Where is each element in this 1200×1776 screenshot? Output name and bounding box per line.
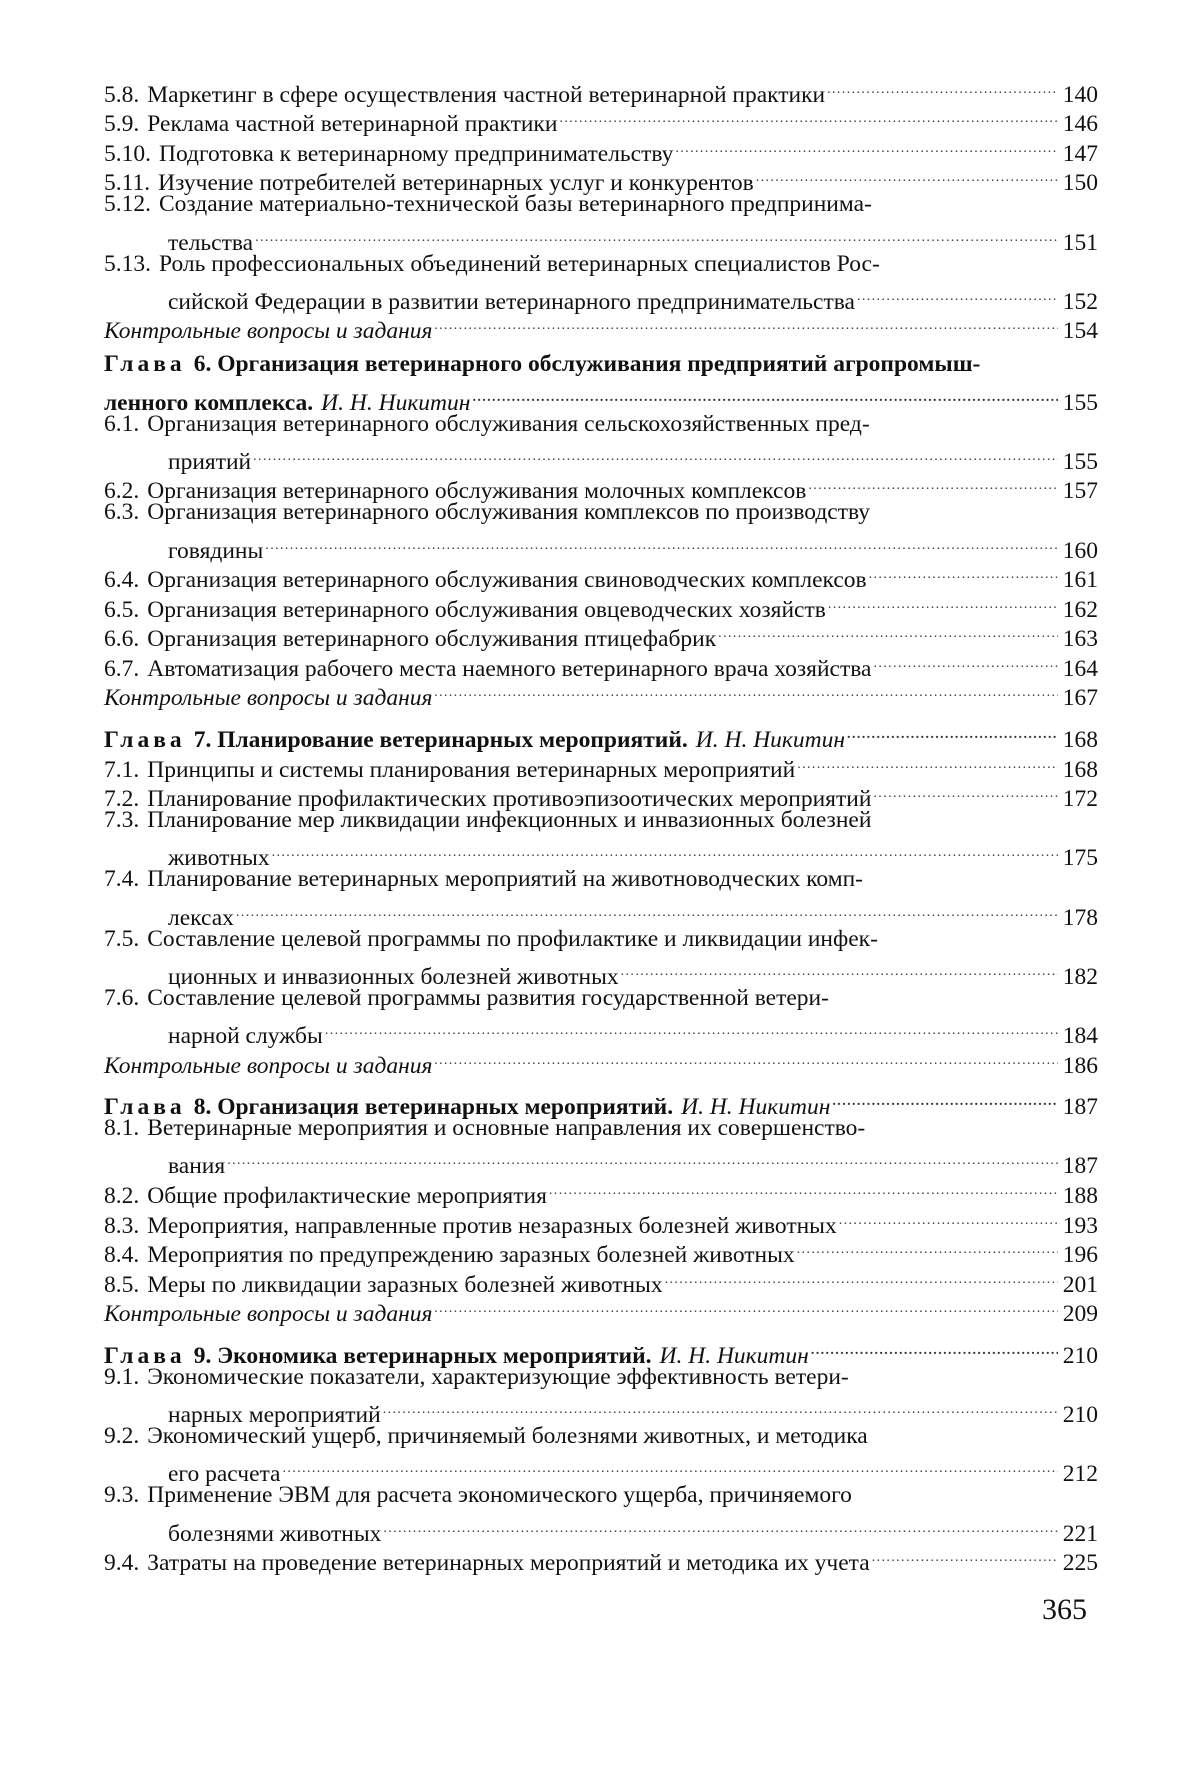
toc-entry-line [104, 439, 1098, 475]
toc-page-number[interactable]: 172 [1062, 786, 1098, 813]
leader-dots [832, 1085, 1058, 1115]
toc-entry-number: 5.12. [104, 191, 151, 218]
toc-page-number[interactable]: 157 [1062, 478, 1098, 505]
leader-dots [872, 1541, 1058, 1571]
toc-entry-title[interactable]: Организация ветеринарного обслуживания комплексов по производству [147, 499, 871, 526]
toc-entry-title[interactable]: нарной службы [168, 1023, 323, 1049]
toc-entry-line [104, 646, 1098, 682]
toc-chapter-line [104, 380, 1098, 416]
leader-dots [839, 1203, 1058, 1233]
toc-entry-title[interactable]: болезнями животных [168, 1520, 382, 1547]
toc-page-number[interactable]: 151 [1062, 229, 1098, 256]
toc-entry-title[interactable]: говядины [168, 537, 264, 564]
toc-page-number[interactable]: 186 [1062, 1052, 1098, 1079]
toc-entry-title[interactable]: Экономические показатели, характеризующие эффективность ветери- [147, 1363, 849, 1390]
toc-entry-number: 9.3. [104, 1482, 140, 1509]
toc-page-number[interactable]: 140 [1062, 81, 1098, 108]
toc-entry-number: 6.7. [104, 655, 140, 682]
toc-page-number[interactable]: 150 [1062, 170, 1098, 197]
toc-page-number[interactable]: 196 [1062, 1242, 1098, 1269]
chapter-label: Глава [104, 1094, 186, 1121]
toc-page-number[interactable]: 225 [1062, 1550, 1098, 1577]
toc-entry-line [104, 1114, 1098, 1144]
toc-entry-number: 5.10. [104, 140, 151, 167]
toc-entry-title[interactable]: нарных мероприятий [168, 1402, 381, 1429]
toc-entry-line [104, 161, 1098, 197]
leader-dots [265, 528, 1058, 558]
toc-entry-title[interactable]: Планирование ветеринарных мероприятий на животноводческих комп- [147, 866, 863, 893]
toc-page-number[interactable]: 147 [1062, 140, 1098, 167]
toc-entry-line [104, 1511, 1098, 1547]
toc-entry-title[interactable]: 7. Планирование ветеринарных мероприятий. [193, 727, 688, 754]
toc-entry-title[interactable]: Затраты на проведение ветеринарных мероприятий и методика их учета [147, 1550, 870, 1577]
toc-entry-title[interactable]: Автоматизация рабочего места наемного ветеринарного врача хозяйства [147, 655, 872, 682]
leader-dots [847, 717, 1058, 747]
toc-entry-title[interactable]: Составление целевой программы развития государственной ветери- [147, 984, 829, 1011]
toc-entry-title[interactable]: Создание материально-технической базы ветеринарного предпринима- [159, 191, 872, 218]
toc-entry-title[interactable]: Контрольные вопросы и задания [104, 1052, 433, 1079]
toc-entry-number: 7.1. [104, 756, 140, 783]
leader-dots [808, 469, 1058, 499]
toc-entry-line [104, 984, 1098, 1014]
leader-dots [434, 1292, 1058, 1322]
toc-entry-title[interactable]: ленного комплекса. [104, 389, 314, 416]
toc-entry-number: 6.5. [104, 596, 140, 623]
toc-entry-line [104, 1393, 1098, 1429]
toc-questions-line [104, 676, 1098, 712]
toc-page-number[interactable]: 154 [1062, 318, 1098, 345]
chapter-label: Глава [104, 727, 186, 754]
toc-chapter-line [104, 717, 1098, 754]
toc-page-number[interactable]: 210 [1062, 1342, 1098, 1369]
toc-entry-title[interactable]: Общие профилактические мероприятия [147, 1182, 547, 1209]
toc-entry-title[interactable]: Применение ЭВМ для расчета экономического ущерба, причиняемого [147, 1482, 852, 1509]
toc-entry-line [104, 1452, 1098, 1488]
toc-page-number[interactable]: 155 [1062, 389, 1098, 416]
leader-dots [383, 1511, 1058, 1541]
toc-entry-title[interactable]: Принципы и системы планирования ветеринарных мероприятий [147, 756, 796, 783]
toc-entry-number: 7.4. [104, 866, 140, 893]
toc-entry-number: 6.4. [104, 567, 140, 594]
toc-entry-line [104, 806, 1098, 836]
toc-entry-title[interactable]: Составление целевой программы по профилактике и ликвидации инфек- [147, 925, 878, 952]
toc-entry-number: 8.2. [104, 1182, 140, 1209]
toc-page-number[interactable]: 184 [1062, 1023, 1098, 1049]
leader-dots [283, 1452, 1059, 1482]
toc-page-number[interactable]: 164 [1062, 655, 1098, 682]
leader-dots [873, 646, 1058, 676]
toc-entry-line [104, 528, 1098, 564]
leader-dots [472, 380, 1058, 410]
toc-entry-line [104, 469, 1098, 505]
leader-dots [718, 617, 1058, 647]
toc-entry-line [104, 1363, 1098, 1393]
toc-page-number[interactable]: 163 [1062, 626, 1098, 653]
toc-entry-title[interactable]: Организация ветеринарного обслуживания овцеводческих хозяйств [147, 596, 826, 623]
toc-entry-line [104, 190, 1098, 220]
toc-page-number[interactable]: 152 [1062, 288, 1098, 315]
toc-entry-line [104, 1481, 1098, 1511]
toc-entry-line [104, 498, 1098, 528]
toc-entry-number: 9.2. [104, 1423, 140, 1450]
toc-entry-title[interactable]: Контрольные вопросы и задания [104, 685, 433, 712]
toc-page-number[interactable]: 168 [1062, 727, 1098, 754]
leader-dots [756, 161, 1058, 191]
toc-entry-title[interactable]: Мероприятия, направленные против незаразных болезней животных [147, 1212, 837, 1239]
toc-entry-number: 6.1. [104, 410, 140, 437]
toc-page-number[interactable]: 221 [1062, 1520, 1098, 1547]
leader-dots [255, 220, 1058, 250]
toc-page-number[interactable]: 187 [1062, 1094, 1098, 1121]
toc-entry-number: 7.5. [104, 925, 140, 952]
chapter-label: Глава [104, 351, 186, 378]
toc-entry-number: 5.9. [104, 111, 140, 138]
toc-entry-title[interactable]: Реклама частной ветеринарной практики [147, 111, 558, 138]
toc-entry-title[interactable]: Маркетинг в сфере осуществления частной ветеринарной практики [147, 81, 826, 108]
toc-entry-line [104, 1422, 1098, 1452]
leader-dots [559, 102, 1058, 132]
leader-dots [272, 836, 1058, 866]
toc-entry-number: 7.6. [104, 984, 140, 1011]
toc-entry-title[interactable]: Изучение потребителей ветеринарных услуг и конкурентов [158, 170, 754, 197]
leader-dots [236, 895, 1058, 925]
toc-entry-title[interactable]: приятий [168, 448, 252, 475]
toc-entry-title[interactable]: 8. Организация ветеринарных мероприятий. [193, 1094, 674, 1121]
leader-dots [325, 1013, 1058, 1043]
toc-entry-number: 8.3. [104, 1212, 140, 1239]
toc-page-number[interactable]: 187 [1062, 1153, 1098, 1180]
toc-entry-title[interactable]: его расчета [168, 1461, 281, 1488]
table-of-contents [104, 72, 1098, 1577]
page-number: 365 [1042, 1593, 1087, 1626]
chapter-author: И. Н. Никитин [321, 389, 471, 416]
toc-entry-number: 6.2. [104, 478, 140, 505]
toc-entry-line [104, 1233, 1098, 1269]
toc-entry-title[interactable]: Планирование профилактических противоэпизоотических мероприятий [147, 786, 872, 813]
toc-entry-title[interactable]: Меры по ликвидации заразных болезней животных [147, 1271, 663, 1298]
leader-dots [811, 1333, 1058, 1363]
toc-entry-line [104, 220, 1098, 256]
leader-dots [253, 439, 1058, 469]
leader-dots [549, 1173, 1058, 1203]
toc-page-number[interactable]: 209 [1062, 1301, 1098, 1328]
toc-page-number[interactable]: 210 [1062, 1402, 1098, 1429]
toc-entry-title[interactable]: 6. Организация ветеринарного обслуживания предприятий агропромыш- [193, 351, 981, 378]
toc-entry-line [104, 410, 1098, 440]
toc-entry-title[interactable]: 9. Экономика ветеринарных мероприятий. [193, 1342, 652, 1369]
toc-entry-title[interactable]: Планирование мер ликвидации инфекционных и инвазионных болезней [147, 807, 872, 834]
toc-entry-number: 8.1. [104, 1115, 140, 1142]
leader-dots [434, 676, 1058, 706]
toc-entry-line [104, 777, 1098, 813]
toc-entry-line [104, 617, 1098, 653]
leader-dots [797, 1233, 1058, 1263]
toc-entry-title[interactable]: Экономический ущерб, причиняемый болезнями животных, и методика [147, 1423, 868, 1450]
toc-entry-number: 6.6. [104, 626, 140, 653]
toc-entry-title[interactable]: Контрольные вопросы и задания [104, 1301, 433, 1328]
toc-entry-line [104, 250, 1098, 280]
toc-page-number[interactable]: 193 [1062, 1212, 1098, 1239]
toc-entry-line [104, 865, 1098, 895]
toc-entry-title[interactable]: Организация ветеринарного обслуживания свиноводческих комплексов [147, 567, 867, 594]
toc-entry-title[interactable]: сийской Федерации в развитии ветеринарного предпринимательства [168, 288, 855, 315]
toc-entry-title[interactable]: Ветеринарные мероприятия и основные направления их совершенство- [147, 1115, 866, 1142]
chapter-label: Глава [104, 1342, 186, 1369]
toc-entry-line [104, 1541, 1098, 1577]
toc-page-number[interactable]: 160 [1062, 537, 1098, 564]
toc-page-number[interactable]: 201 [1062, 1271, 1098, 1298]
toc-page-number[interactable]: 188 [1062, 1182, 1098, 1209]
toc-entry-line [104, 954, 1098, 990]
toc-entry-title[interactable]: Организация ветеринарного обслуживания сельскохозяйственных пред- [147, 410, 870, 437]
toc-entry-title[interactable]: Роль профессиональных объединений ветеринарных специалистов Рос- [159, 250, 880, 277]
leader-dots [857, 279, 1058, 309]
toc-entry-number: 5.13. [104, 250, 151, 277]
toc-entry-line [104, 836, 1098, 872]
toc-entry-line [104, 587, 1098, 623]
toc-page-number[interactable]: 162 [1062, 596, 1098, 623]
toc-page-number[interactable]: 167 [1062, 685, 1098, 712]
toc-entry-line [104, 279, 1098, 315]
leader-dots [434, 309, 1058, 339]
leader-dots [665, 1262, 1058, 1292]
chapter-author: И. Н. Никитин [659, 1342, 809, 1369]
toc-entry-number: 9.4. [104, 1550, 140, 1577]
leader-dots [797, 747, 1058, 777]
toc-entry-title[interactable]: вания [168, 1153, 226, 1180]
toc-entry-number: 7.2. [104, 786, 140, 813]
toc-page-number[interactable]: 212 [1062, 1461, 1098, 1488]
toc-chapter-line [104, 350, 1098, 380]
toc-chapter-line [104, 1085, 1098, 1121]
leader-dots [828, 587, 1058, 617]
toc-entry-number: 8.4. [104, 1242, 140, 1269]
toc-entry-number: 8.5. [104, 1271, 140, 1298]
toc-chapter-line [104, 1333, 1098, 1369]
toc-entry-line [104, 1013, 1098, 1049]
toc-entry-title[interactable]: лексах [168, 904, 234, 931]
toc-entry-title[interactable]: ционных и инвазионных болезней животных [168, 963, 619, 990]
toc-entry-line [104, 925, 1098, 955]
chapter-author: И. Н. Никитин [681, 1094, 831, 1121]
toc-entry-title[interactable]: тельства [168, 229, 254, 256]
toc-entry-number: 5.8. [104, 81, 140, 108]
toc-entry-title[interactable]: животных [168, 845, 270, 872]
toc-entry-line [104, 558, 1098, 594]
toc-entry-title[interactable]: Мероприятия по предупреждению заразных болезней животных [147, 1242, 795, 1269]
toc-entry-line [104, 1173, 1098, 1209]
toc-entry-number: 6.3. [104, 499, 140, 526]
toc-entry-title[interactable]: Подготовка к ветеринарному предпринимательству [159, 140, 674, 167]
leader-dots [675, 131, 1058, 161]
toc-page-number[interactable]: 155 [1062, 448, 1098, 475]
toc-entry-number: 9.1. [104, 1363, 140, 1390]
toc-entry-line [104, 72, 1098, 108]
toc-page-number[interactable]: 168 [1062, 756, 1098, 783]
toc-page-number[interactable]: 161 [1062, 567, 1098, 594]
leader-dots [869, 558, 1058, 588]
toc-entry-number: 7.3. [104, 807, 140, 834]
leader-dots [621, 954, 1058, 984]
leader-dots [227, 1144, 1058, 1174]
leader-dots [827, 72, 1058, 102]
leader-dots [434, 1043, 1058, 1073]
toc-page-number[interactable]: 182 [1062, 963, 1098, 990]
toc-entry-line [104, 102, 1098, 138]
toc-entry-title[interactable]: Контрольные вопросы и задания [104, 318, 433, 345]
toc-questions-line [104, 1043, 1098, 1079]
leader-dots [873, 777, 1058, 807]
toc-entry-line [104, 1203, 1098, 1239]
toc-entry-line [104, 1144, 1098, 1180]
toc-entry-title[interactable]: Организация ветеринарного обслуживания молочных комплексов [147, 478, 807, 505]
toc-questions-line [104, 309, 1098, 345]
toc-entry-number: 5.11. [104, 170, 151, 197]
toc-entry-line [104, 747, 1098, 783]
chapter-author: И. Н. Никитин [695, 727, 846, 754]
toc-page-number[interactable]: 178 [1062, 904, 1098, 931]
toc-entry-line [104, 131, 1098, 167]
toc-page-number[interactable]: 146 [1062, 111, 1098, 138]
toc-questions-line [104, 1292, 1098, 1328]
toc-entry-title[interactable]: Организация ветеринарного обслуживания птицефабрик [147, 626, 717, 653]
leader-dots [383, 1393, 1058, 1423]
toc-entry-line [104, 1262, 1098, 1298]
toc-page-number[interactable]: 175 [1062, 845, 1098, 872]
toc-entry-line [104, 895, 1098, 931]
